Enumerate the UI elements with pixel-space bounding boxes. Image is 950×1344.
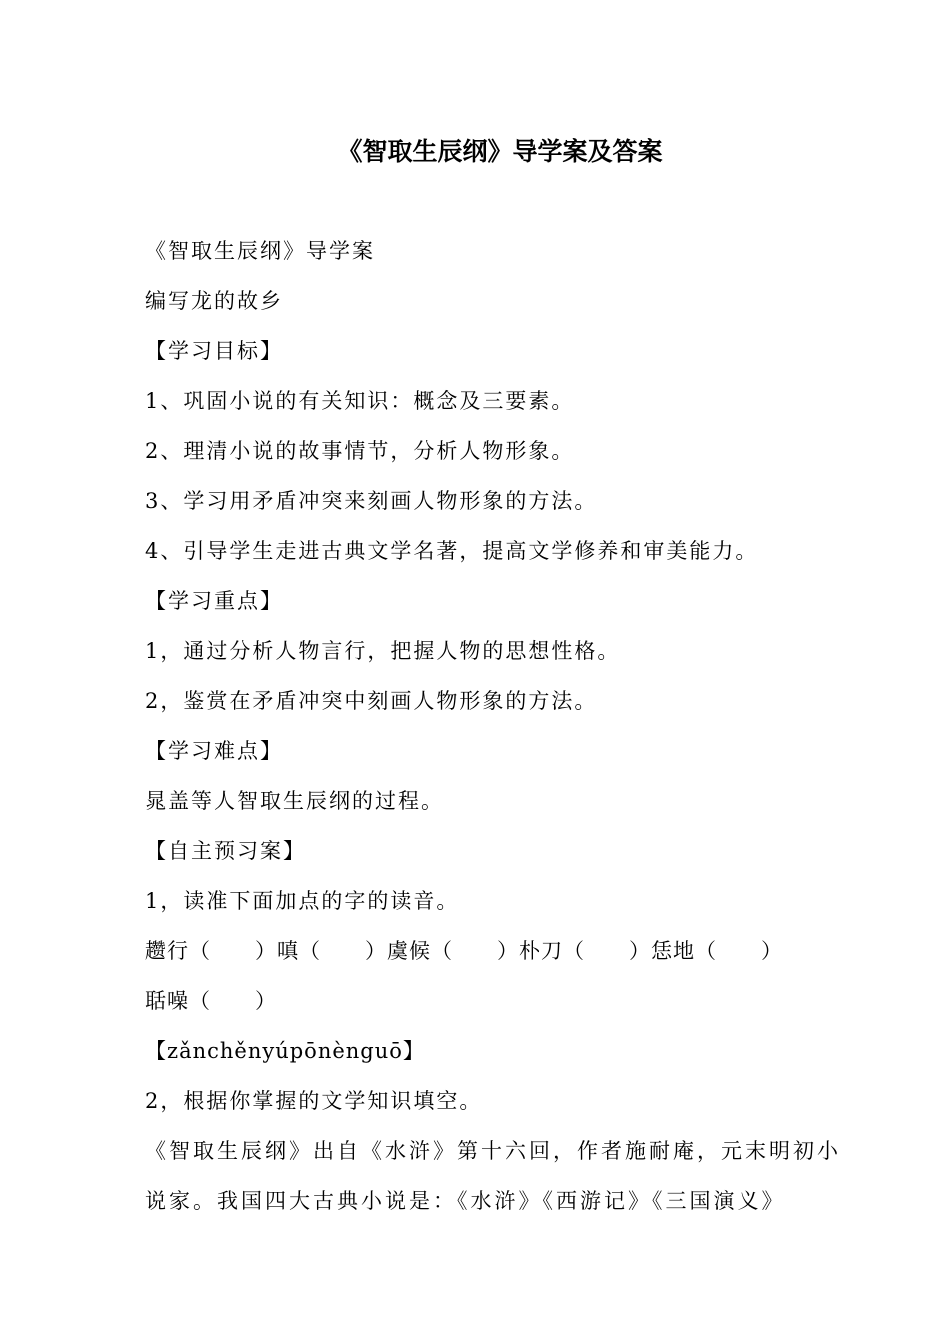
pronunciation-blanks: 聒噪（ ）	[145, 989, 277, 1013]
document-title: 《智取生辰纲》导学案及答案	[337, 137, 663, 166]
key-point-item: 2，鉴赏在矛盾冲突中刻画人物形象的方法。	[145, 689, 598, 713]
section-heading-preview: 【自主预习案】	[145, 839, 306, 863]
section-heading-objectives: 【学习目标】	[145, 339, 283, 363]
objective-item: 3、学习用矛盾冲突来刻画人物形象的方法。	[145, 489, 598, 513]
paragraph-line: 《智取生辰纲》出自《水浒》第十六回，作者施耐庵，元末明初小	[145, 1139, 841, 1163]
objective-item: 4、引导学生走进古典文学名著，提高文学修养和审美能力。	[145, 539, 759, 563]
pinyin-answer: 【zǎnchěnyúpōnènguō】	[145, 1039, 425, 1063]
paragraph-line: 说家。我国四大古典小说是：《水浒》《西游记》《三国演义》	[145, 1189, 786, 1213]
pronunciation-blanks: 趱行（ ）嗔（ ）虞候（ ）朴刀（ ）恁地（ ）	[145, 939, 783, 963]
section-heading-difficulties: 【学习难点】	[145, 739, 283, 763]
objective-item: 1、巩固小说的有关知识：概念及三要素。	[145, 389, 575, 413]
subtitle-line: 《智取生辰纲》导学案	[145, 239, 375, 263]
difficulty-item: 晁盖等人智取生辰纲的过程。	[145, 789, 444, 813]
author-line: 编写龙的故乡	[145, 289, 283, 313]
section-heading-key-points: 【学习重点】	[145, 589, 283, 613]
objective-item: 2、理清小说的故事情节，分析人物形象。	[145, 439, 575, 463]
preview-question: 1，读准下面加点的字的读音。	[145, 889, 460, 913]
key-point-item: 1，通过分析人物言行，把握人物的思想性格。	[145, 639, 621, 663]
preview-question: 2，根据你掌握的文学知识填空。	[145, 1089, 483, 1113]
